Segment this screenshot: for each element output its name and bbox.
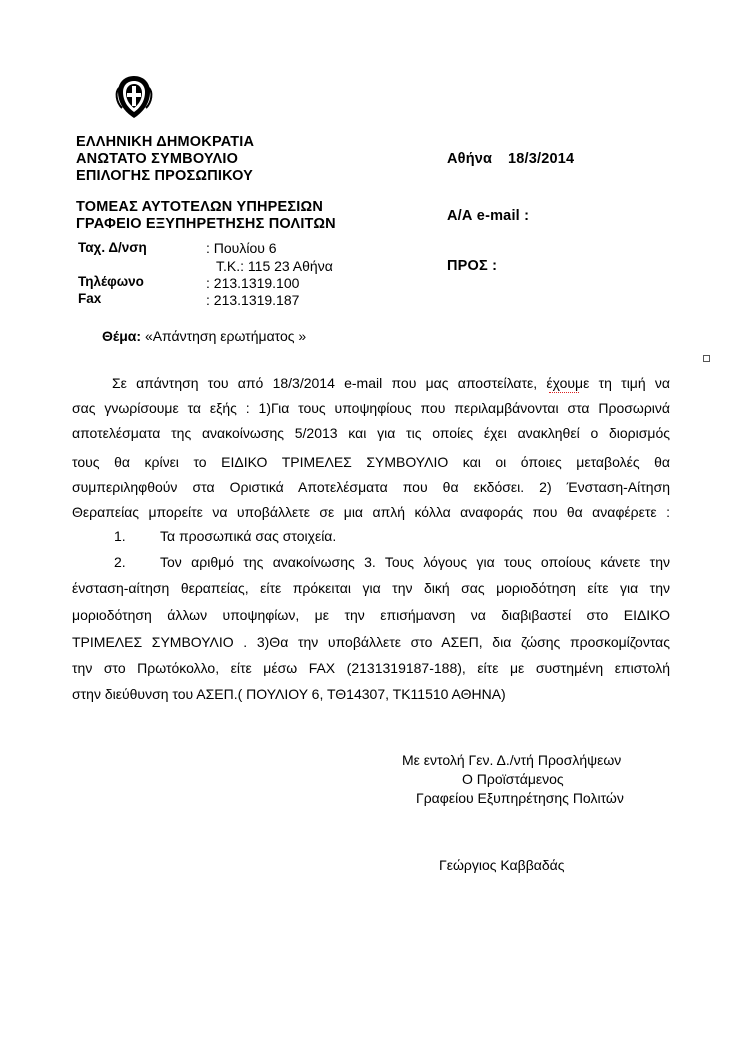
org-line-2: ΑΝΩΤΑΤΟ ΣΥΜΒΟΥΛΙΟ	[76, 151, 239, 167]
anchor-marker	[703, 355, 710, 362]
body-line: αποτελέσματα της ανακοίνωσης 5/2013 και για τις οποίες έχει ανακληθεί ο διορισμός	[72, 425, 670, 441]
body-line: ΤΡΙΜΕΛΕΣ ΣΥΜΒΟΥΛΙΟ . 3)Θα την υποβάλλετε στο ΑΣΕΠ, δια ζώσης προσκομίζοντας	[72, 634, 670, 650]
spellcheck-underline	[549, 389, 579, 393]
body-line: μοριοδότηση άλλων υποψηφίων, με την επισήμανση να διαβιβαστεί στο ΕΙΔΙΚΟ	[72, 607, 670, 623]
subject-line	[102, 328, 306, 344]
body-line: ένσταση-αίτηση θεραπείας, είτε πρόκειται για την δική σας μοριοδότηση είτε για την	[72, 580, 670, 596]
letter-date: 18/3/2014	[508, 151, 575, 167]
fax-label: Fax	[78, 291, 102, 306]
body-line: Θεραπείας μπορείτε να υποβάλλετε σε μια απλή κόλλα αναφοράς που θα αναφέρετε :	[72, 504, 670, 520]
list-item-text: Τον αριθμό της ανακοίνωσης 3. Τους λόγους για τους οποίους κάνετε την	[160, 554, 670, 570]
body-line: στην διεύθυνση του ΑΣΕΠ.( ΠΟΥΛΙΟΥ 6, ΤΘ14307, ΤΚ11510 ΑΘΗΝΑ)	[72, 686, 506, 702]
place: Αθήνα	[447, 151, 493, 167]
postal-value: Τ.Κ.: 115 23 Αθήνα	[216, 258, 333, 274]
body-line: τους θα κρίνει το ΕΙΔΙΚΟ ΤΡΙΜΕΛΕΣ ΣΥΜΒΟΥΛΙΟ και οι όποιες μεταβολές θα	[72, 454, 670, 470]
phone-label: Τηλέφωνο	[78, 274, 144, 289]
body-line: την στο Πρωτόκολλο, είτε μέσω FAX (2131319187-188), είτε με συστημένη επιστολή	[72, 660, 670, 676]
fax-value: : 213.1319.187	[206, 292, 300, 308]
org-line-3: ΕΠΙΛΟΓΗΣ ΠΡΟΣΩΠΙΚΟΥ	[76, 168, 254, 184]
subject-text: «Απάντηση ερωτήματος »	[144, 328, 307, 344]
address-label: Ταχ. Δ/νση	[78, 240, 147, 255]
body-line: σας γνωρίσουμε τα εξής : 1)Για τους υποψηφίους που περιλαμβάνονται στα Προσωρινά	[72, 400, 670, 416]
signature-title: Ο Προϊστάμενος	[462, 771, 564, 787]
signature-office: Γραφείου Εξυπηρέτησης Πολιτών	[416, 790, 624, 806]
address-value: : Πουλίου 6	[206, 240, 277, 256]
body-line: Σε απάντηση του από 18/3/2014 e-mail που μας αποστείλατε, έχουμε τη τιμή να	[112, 375, 670, 391]
signatory-name: Γεώργιος Καββαδάς	[439, 857, 565, 873]
signature-authority: Με εντολή Γεν. Δ./ντή Προσλήψεων	[402, 752, 622, 768]
list-item-number: 2.	[114, 554, 126, 570]
phone-value: : 213.1319.100	[206, 275, 300, 291]
dept-line-1: ΤΟΜΕΑΣ ΑΥΤΟΤΕΛΩΝ ΥΠΗΡΕΣΙΩΝ	[76, 199, 324, 215]
org-line-1: ΕΛΛΗΝΙΚΗ ΔΗΜΟΚΡΑΤΙΑ	[76, 134, 255, 150]
body-line: συμπεριληφθούν στα Οριστικά Αποτελέσματα που θα εκδόσει. 2) Ένσταση-Αίτηση	[72, 479, 670, 495]
greek-coat-of-arms-icon	[113, 74, 155, 120]
ref-email: Α/Α e-mail :	[447, 208, 530, 224]
recipient-label: ΠΡΟΣ :	[447, 258, 498, 274]
list-item-text: Τα προσωπικά σας στοιχεία.	[160, 528, 337, 544]
subject-label: Θέμα:	[102, 328, 142, 344]
dept-line-2: ΓΡΑΦΕΙΟ ΕΞΥΠΗΡΕΤΗΣΗΣ ΠΟΛΙΤΩΝ	[76, 216, 336, 232]
list-item-number: 1.	[114, 528, 126, 544]
